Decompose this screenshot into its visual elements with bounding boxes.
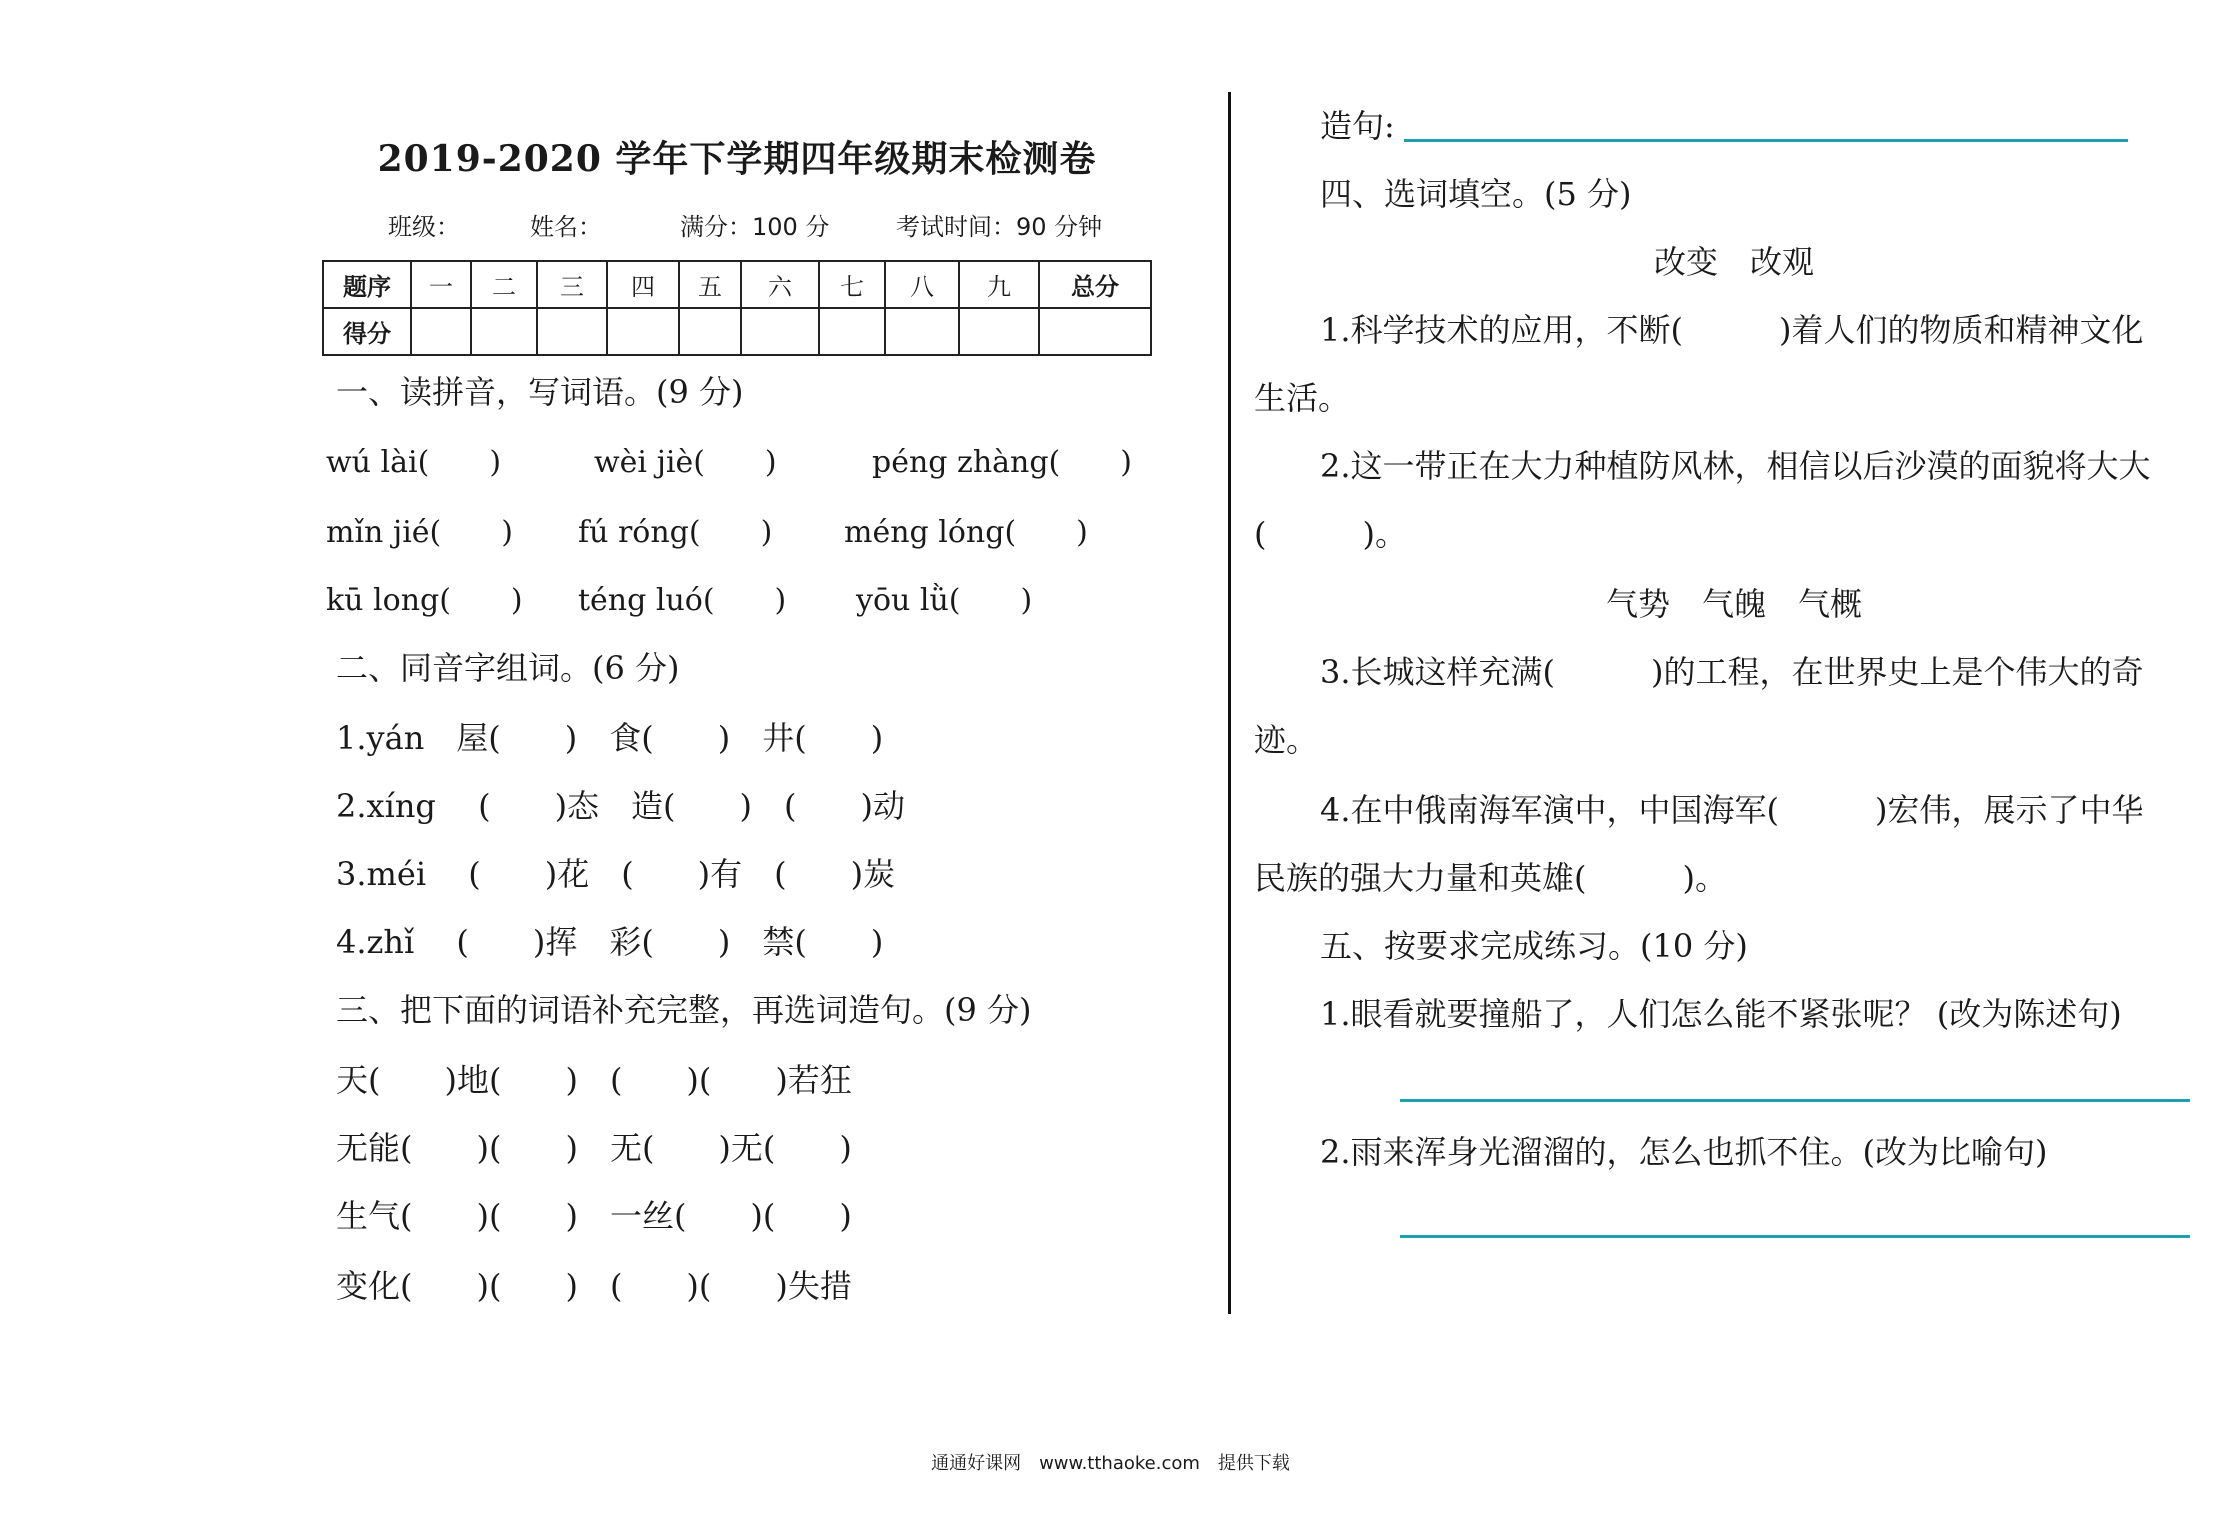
pinyin-item: téng luó( ) <box>578 583 787 618</box>
section2-heading: 二、同音字组词。(6 分) <box>336 649 680 687</box>
score-cell[interactable] <box>819 308 885 355</box>
word-choices: 气势 气魄 气概 <box>1605 585 1862 623</box>
sentence-label: 造句: <box>1320 107 1395 145</box>
idiom-row: 天( )地( ) ( )( )若狂 <box>336 1061 852 1099</box>
answer-line[interactable] <box>1400 1099 2190 1102</box>
question-text: 4.在中俄南海军演中，中国海军( )宏伟，展示了中华 <box>1320 791 2144 829</box>
homophone-row: 1.yán 屋( ) 食( ) 井( ) <box>336 719 884 757</box>
homophone-row: 3.méi ( )花 ( )有 ( )炭 <box>336 855 896 893</box>
pinyin-item: péng zhàng( ) <box>872 445 1132 480</box>
table-cell: 总分 <box>1039 261 1151 308</box>
score-table <box>322 260 1152 356</box>
table-cell: 二 <box>471 261 537 308</box>
question-text: 2.这一带正在大力种植防风林，相信以后沙漠的面貌将大大 <box>1320 447 2151 485</box>
pinyin-item: kū long( ) <box>326 583 523 618</box>
footer-text: 通通好课网 www.tthaoke.com 提供下载 <box>931 1453 1290 1474</box>
score-cell[interactable] <box>471 308 537 355</box>
pinyin-item: méng lóng( ) <box>844 515 1088 550</box>
score-cell[interactable] <box>679 308 741 355</box>
full-score: 满分：100 分 <box>680 213 830 241</box>
table-cell: 六 <box>741 261 819 308</box>
table-cell: 七 <box>819 261 885 308</box>
score-cell[interactable] <box>741 308 819 355</box>
table-cell: 一 <box>411 261 471 308</box>
name-label: 姓名： <box>530 213 602 241</box>
question-text: 3.长城这样充满( )的工程，在世界史上是个伟大的奇 <box>1320 653 2144 691</box>
section3-heading: 三、把下面的词语补充完整，再选词造句。(9 分) <box>336 991 1032 1029</box>
homophone-row: 2.xíng ( )态 造( ) ( )动 <box>336 787 905 825</box>
section1-heading: 一、读拼音，写词语。(9 分) <box>336 373 744 411</box>
table-cell: 题序 <box>323 261 411 308</box>
pinyin-item: wú lài( ) <box>326 445 502 480</box>
sentence-answer-line[interactable] <box>1404 139 2128 142</box>
exam-time: 考试时间：90 分钟 <box>896 213 1103 241</box>
score-cell[interactable] <box>607 308 679 355</box>
page-title: 2019-2020 学年下学期四年级期末检测卷 <box>377 138 1097 180</box>
homophone-row: 4.zhǐ ( )挥 彩( ) 禁( ) <box>336 923 884 961</box>
question-text: ( )。 <box>1254 515 1407 553</box>
score-table-header-row <box>323 261 1151 308</box>
table-cell: 八 <box>885 261 959 308</box>
question-text: 1.眼看就要撞船了，人们怎么能不紧张呢？ (改为陈述句) <box>1320 995 2122 1033</box>
score-cell[interactable] <box>959 308 1039 355</box>
table-cell: 得分 <box>323 308 411 355</box>
section4-heading: 四、选词填空。(5 分) <box>1320 175 1632 213</box>
score-cell[interactable] <box>411 308 471 355</box>
pinyin-item: mǐn jié( ) <box>326 515 513 550</box>
idiom-row: 无能( )( ) 无( )无( ) <box>336 1129 852 1167</box>
pinyin-item: wèi jiè( ) <box>594 445 777 480</box>
table-cell: 四 <box>607 261 679 308</box>
section5-heading: 五、按要求完成练习。(10 分) <box>1320 927 1748 965</box>
class-label: 班级： <box>388 213 460 241</box>
question-text: 迹。 <box>1254 721 1319 759</box>
table-cell: 九 <box>959 261 1039 308</box>
pinyin-item: fú róng( ) <box>578 515 773 550</box>
answer-line[interactable] <box>1400 1235 2190 1238</box>
pinyin-item: yōu lǜ( ) <box>856 583 1033 618</box>
score-cell[interactable] <box>1039 308 1151 355</box>
question-text: 2.雨来浑身光溜溜的，怎么也抓不住。(改为比喻句) <box>1320 1133 2048 1171</box>
idiom-row: 生气( )( ) 一丝( )( ) <box>336 1197 852 1235</box>
question-text: 民族的强大力量和英雄( )。 <box>1254 859 1727 897</box>
table-cell: 五 <box>679 261 741 308</box>
word-choices: 改变 改观 <box>1653 243 1814 281</box>
score-cell[interactable] <box>885 308 959 355</box>
column-divider <box>1228 92 1231 1314</box>
table-cell: 三 <box>537 261 607 308</box>
question-text: 生活。 <box>1254 379 1351 417</box>
question-text: 1.科学技术的应用，不断( )着人们的物质和精神文化 <box>1320 311 2144 349</box>
score-cell[interactable] <box>537 308 607 355</box>
score-table-score-row <box>323 308 1151 355</box>
idiom-row: 变化( )( ) ( )( )失措 <box>336 1267 852 1305</box>
